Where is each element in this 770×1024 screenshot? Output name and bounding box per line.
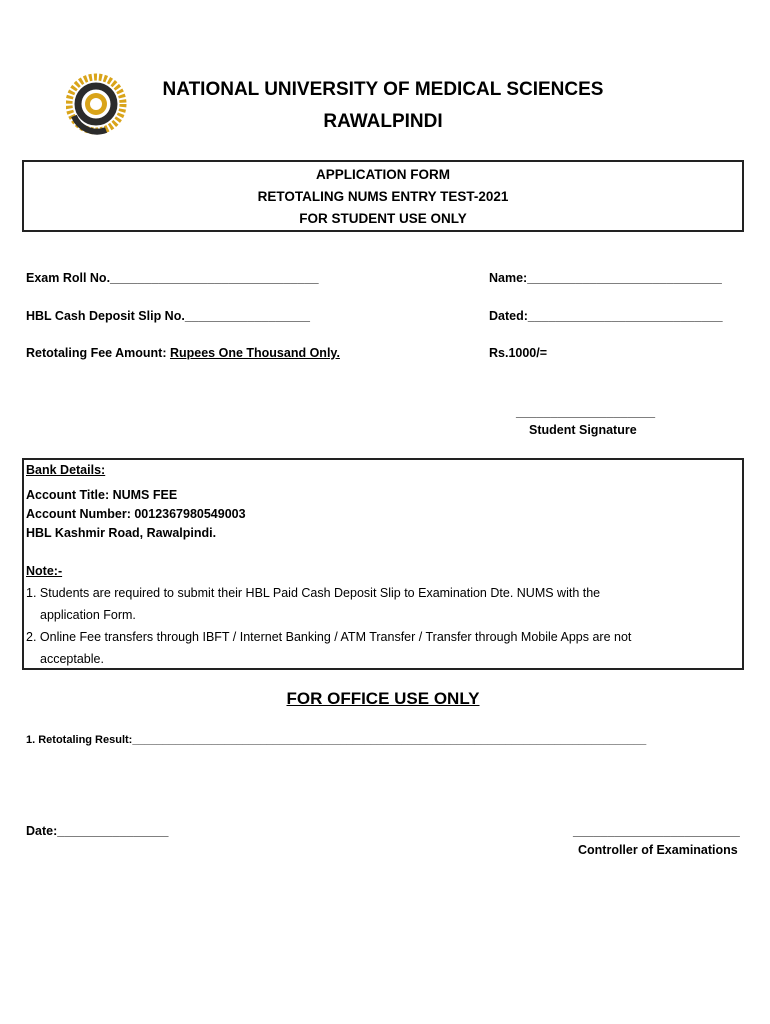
fee-amount-row (26, 346, 340, 360)
form-usage-note: FOR STUDENT USE ONLY (299, 211, 467, 226)
office-date-field: Date:________________ (26, 824, 169, 838)
name-field: Name:____________________________ (489, 271, 722, 285)
controller-signature-line: ________________________ (573, 824, 740, 838)
fee-in-words: Rupees One Thousand Only. (169, 346, 340, 360)
signature-label: Student Signature (529, 423, 637, 437)
retotaling-result-field: 1. Retotaling Result:____________________________________________________________________________________ (26, 734, 647, 746)
bank-branch: HBL Kashmir Road, Rawalpindi. (26, 526, 217, 540)
bank-details-heading: Bank Details: (26, 463, 106, 477)
fee-label: Retotaling Fee Amount: (26, 346, 170, 360)
note-item-1: 1. Students are required to submit their HBL Paid Cash Deposit Slip to Examination Dte. NUMS with the (26, 586, 601, 600)
form-title: APPLICATION FORM (316, 167, 450, 182)
form-subtitle: RETOTALING NUMS ENTRY TEST-2021 (257, 189, 509, 204)
fee-amount: Rs.1000/= (489, 346, 548, 360)
note-item-2-cont: acceptable. (40, 652, 104, 666)
office-use-heading: FOR OFFICE USE ONLY (286, 689, 480, 708)
account-number: Account Number: 0012367980549003 (26, 507, 246, 521)
note-item-1-cont: application Form. (40, 608, 136, 622)
exam-roll-field: Exam Roll No.______________________________ (26, 271, 319, 285)
application-form-box (22, 160, 744, 232)
university-logo (66, 72, 130, 136)
deposit-slip-field: HBL Cash Deposit Slip No.__________________ (26, 309, 310, 323)
signature-line: ____________________ (516, 405, 656, 419)
dated-field: Dated:____________________________ (489, 309, 723, 323)
university-name: NATIONAL UNIVERSITY OF MEDICAL SCIENCES (162, 79, 604, 100)
city-name: RAWALPINDI (323, 111, 443, 132)
note-item-2: 2. Online Fee transfers through IBFT / Internet Banking / ATM Transfer / Transfer through Mobile Apps are not (26, 630, 632, 644)
bank-details-box (22, 458, 744, 670)
account-title: Account Title: NUMS FEE (26, 488, 178, 502)
controller-label: Controller of Examinations (578, 843, 738, 857)
note-heading: Note:- (26, 564, 63, 578)
